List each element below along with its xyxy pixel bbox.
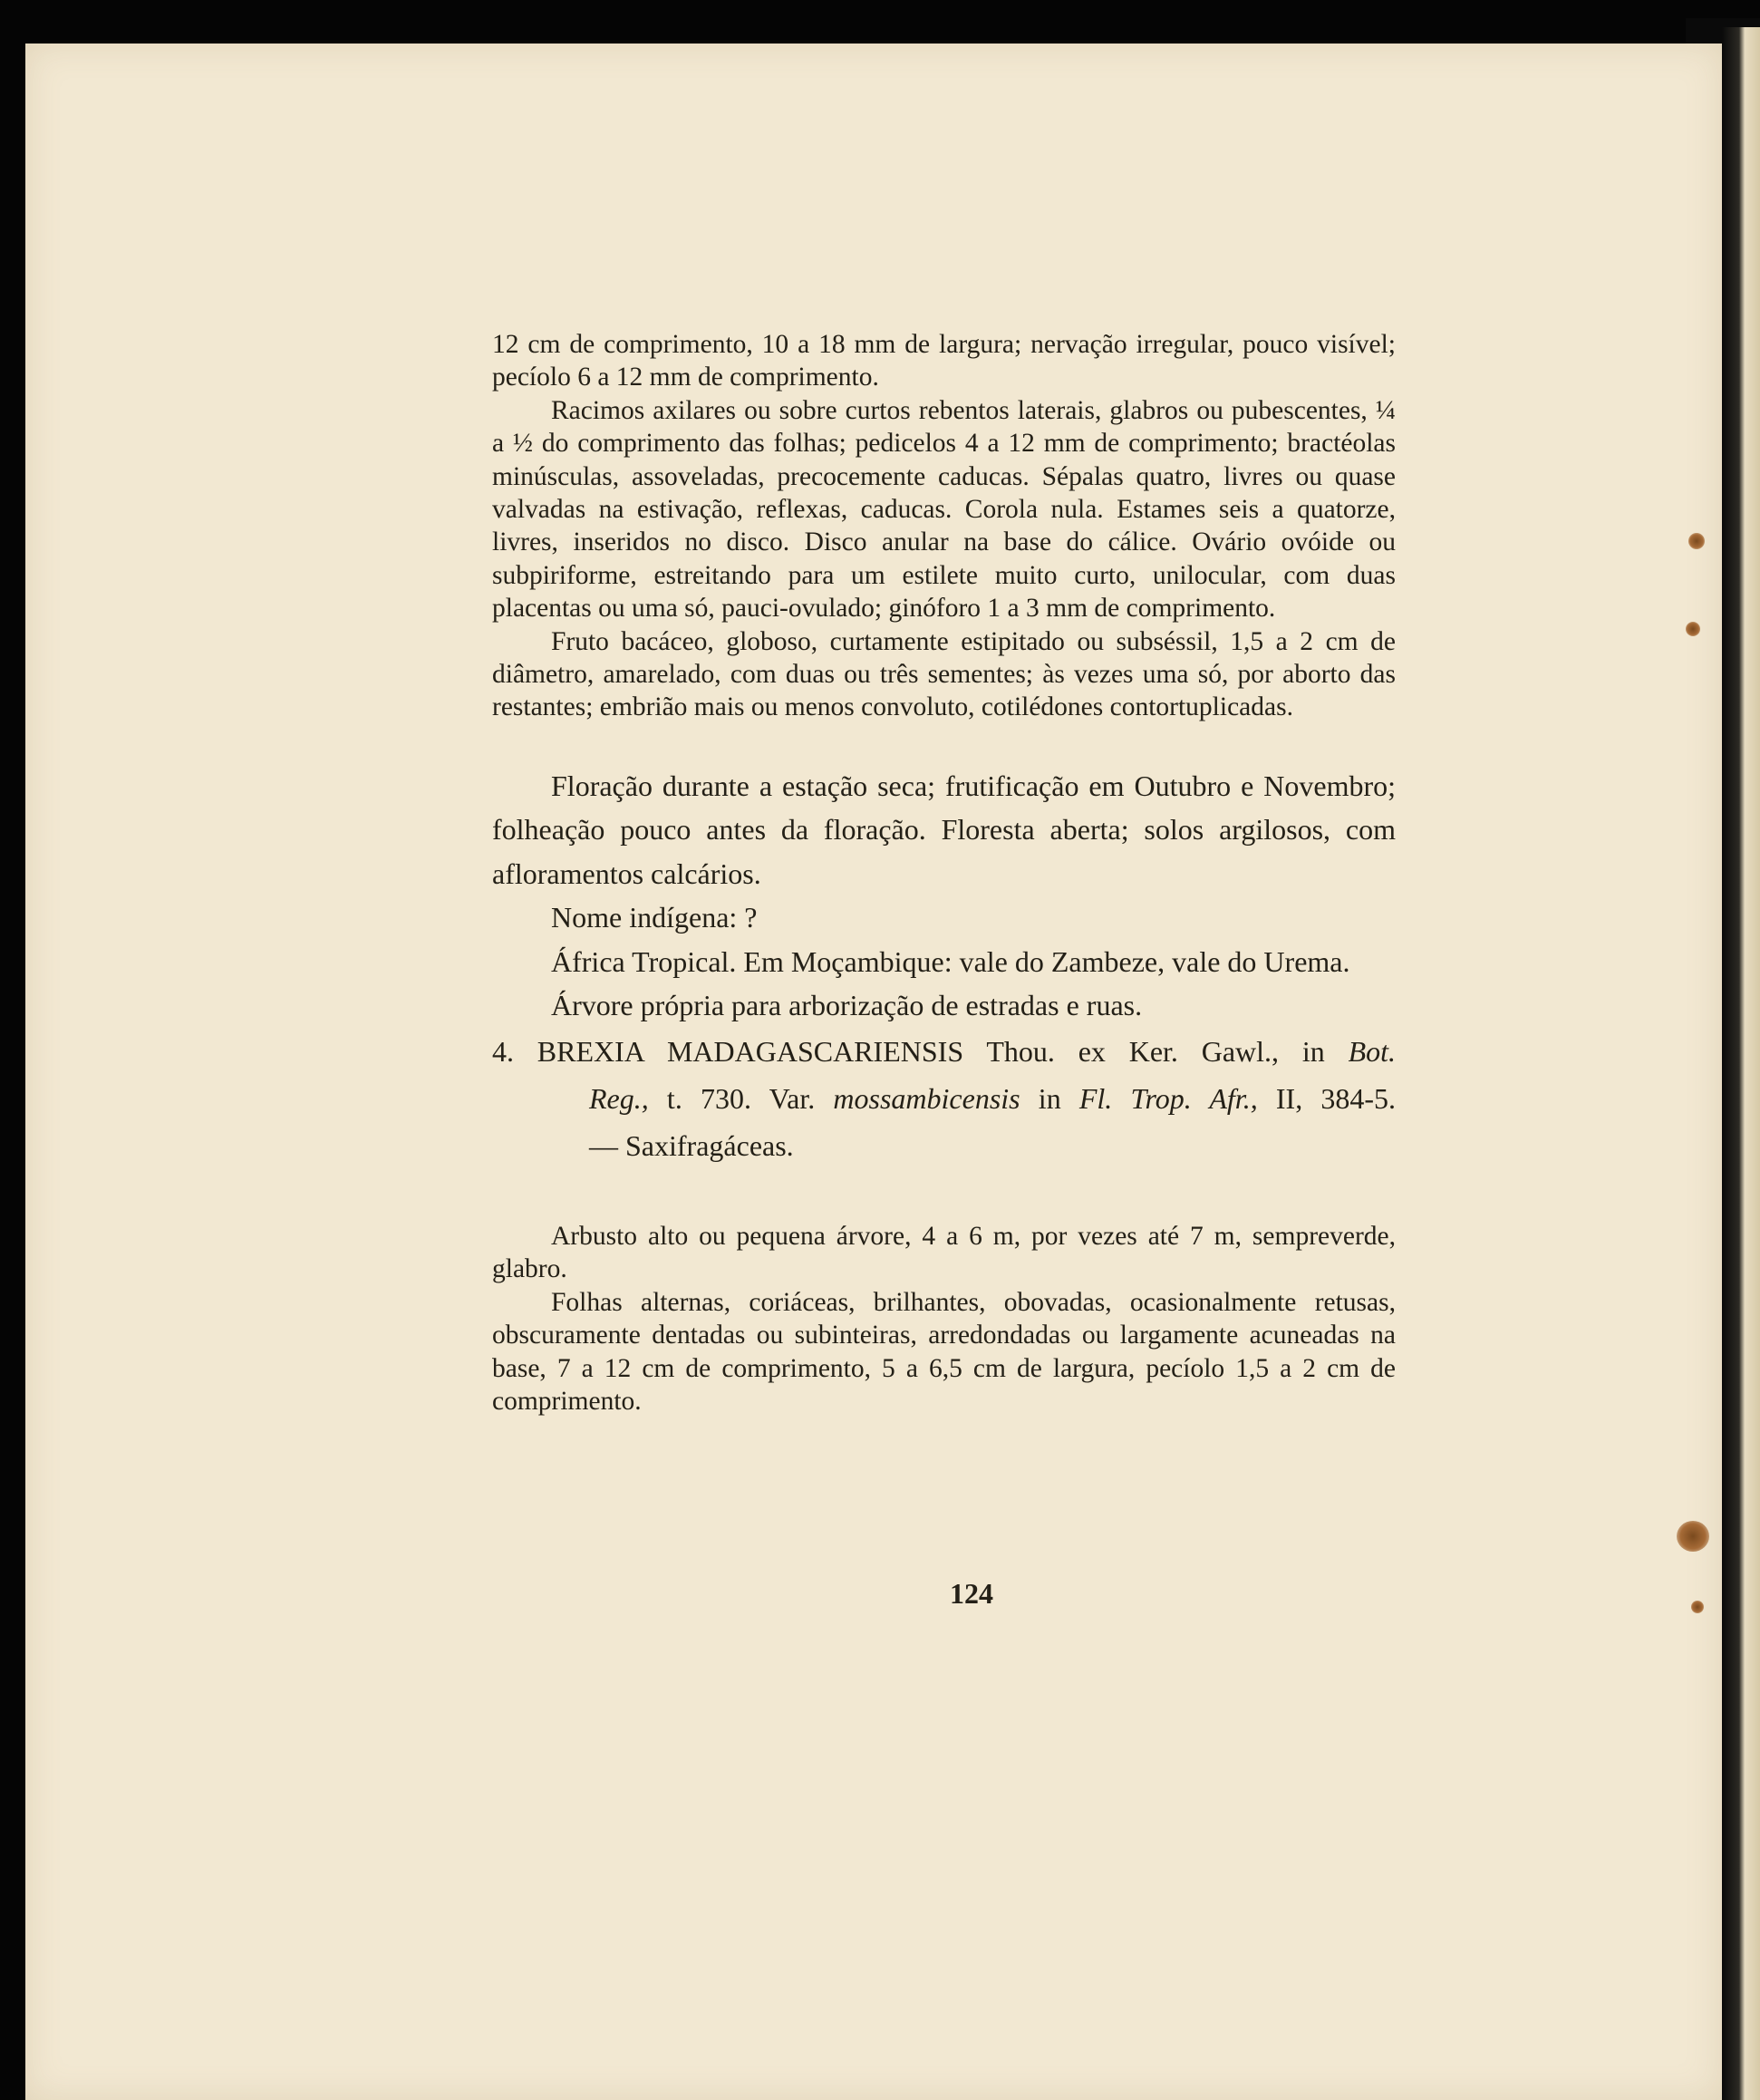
species-reference-2: Reg., (589, 1081, 649, 1115)
usage-paragraph: Árvore própria para arborização de estradas e ruas. (551, 989, 1143, 1022)
page-edge (1722, 27, 1760, 2100)
species-variety: mossambicensis (833, 1081, 1020, 1115)
foxing-stain (1677, 1521, 1709, 1552)
species-reference-3: Fl. Trop. Afr., (1078, 1081, 1258, 1115)
foxing-stain (1686, 622, 1700, 636)
distribution-paragraph: África Tropical. Em Moçambique: vale do Zambeze, vale do Urema. (551, 944, 1350, 978)
species-family: — Saxifragáceas. (589, 1128, 794, 1162)
flowering-paragraph: Floração durante a estação seca; frutificação em Outubro e Novembro; folheação pouco antes da floração. Floresta aberta; solos argilosos, com afloramentos calcários. (492, 769, 1396, 890)
continuation-paragraph: 12 cm de comprimento, 10 a 18 mm de largura; nervação irregular, pouco visível; pecíolo 6 a 12 mm de comprimento. (492, 330, 1396, 392)
foxing-stain (1691, 1601, 1704, 1613)
species-in: in (1038, 1081, 1061, 1115)
vernacular-name-paragraph: Nome indígena: ? (551, 901, 758, 934)
species-heading-line-1 (492, 1028, 1396, 1075)
species-heading (492, 1028, 1396, 1169)
habit-paragraph: Arbusto alto ou pequena árvore, 4 a 6 m, por vezes até 7 m, sempreverde, glabro. (492, 1221, 1396, 1284)
species-plate: t. 730. Var. (666, 1081, 816, 1115)
inflorescence-paragraph: Racimos axilares ou sobre curtos rebentos laterais, glabros ou pubescentes, ¼ a ½ do comprimento das folhas; pedicelos 4 a 12 mm de comprimento; bractéolas minúsculas, assoveladas, precocemente caducas. Sépalas quatro, livres ou quase valvadas na estivação, reflexas, caducas. Corola nula. Estames seis a quatorze, livres, inseridos no disco. Disco anular na base do cálice. Ovário ovóide ou subpiriforme, estreitando para um estilete muito curto, unilocular, com duas placentas ou uma só, pauci-ovulado; ginóforo 1 a 3 mm de comprimento. (492, 395, 1396, 624)
text-block (492, 328, 1396, 1418)
species-name: 4. BREXIA MADAGASCARIENSIS Thou. ex Ker. Gawl., in (492, 1034, 1325, 1068)
leaves-paragraph: Folhas alternas, coriáceas, brilhantes, obovadas, ocasionalmente retusas, obscuramente dentadas ou subinteiras, arredondadas ou largamente acuneadas na base, 7 a 12 cm de comprimento, 5 a 6,5 cm de largura, pecíolo 1,5 a 2 cm de comprimento. (492, 1287, 1396, 1416)
page-number: 124 (950, 1577, 993, 1610)
fruit-paragraph: Fruto bacáceo, globoso, curtamente estipitado ou subséssil, 1,5 a 2 cm de diâmetro, amarelado, com duas ou três sementes; às vezes uma só, por aborto das restantes; embrião mais ou menos convoluto, cotilédones contortuplicadas. (492, 626, 1396, 722)
species-pages: II, 384-5. (1275, 1081, 1397, 1115)
foxing-stain (1688, 533, 1705, 549)
species-reference-1: Bot. (1348, 1034, 1397, 1068)
species-heading-line-2 (492, 1075, 1396, 1122)
